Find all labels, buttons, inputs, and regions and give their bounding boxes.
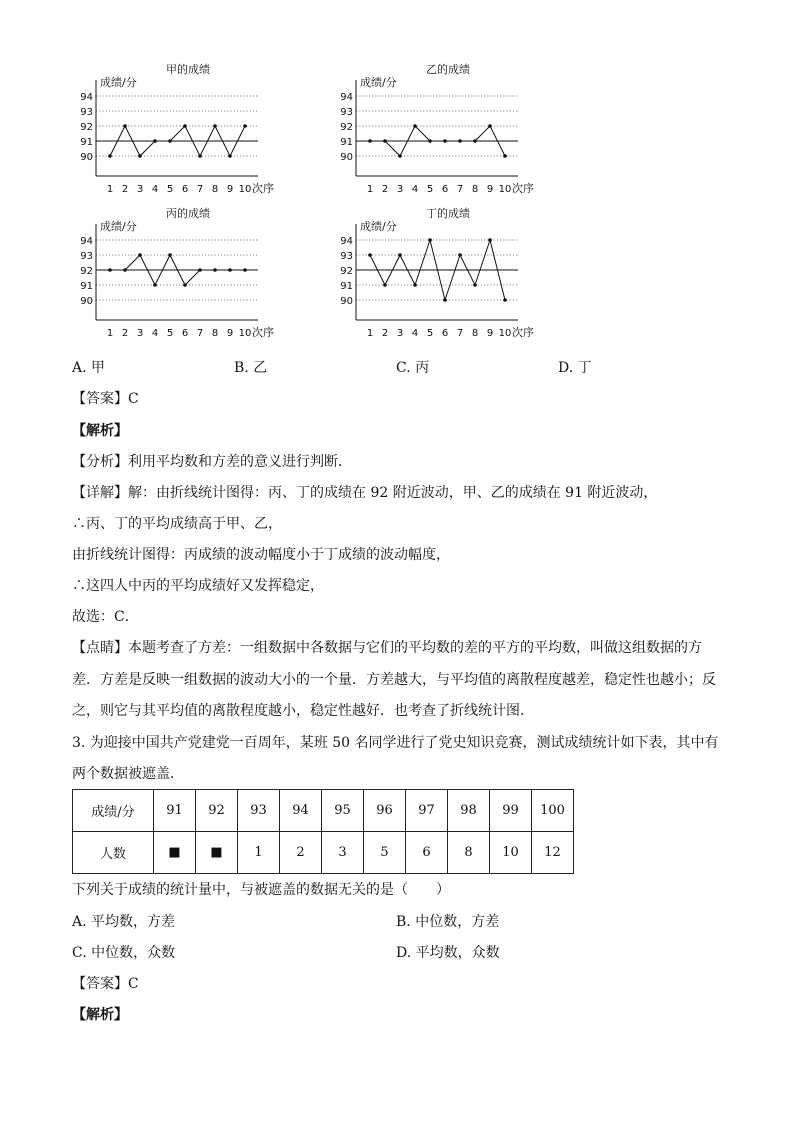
- x-tick-label: 8: [471, 328, 479, 339]
- line-chart: [320, 58, 550, 198]
- count-cell: 2: [280, 832, 322, 874]
- y-tick-label: 94: [80, 236, 93, 247]
- data-point: [458, 253, 462, 257]
- data-point: [108, 154, 112, 158]
- count-cell: 6: [406, 832, 448, 874]
- score-table: [72, 789, 574, 874]
- score-cell: 97: [406, 790, 448, 832]
- data-point: [123, 124, 127, 128]
- data-point: [213, 124, 217, 128]
- score-cell: 100: [532, 790, 574, 832]
- data-point: [138, 253, 142, 257]
- detail-line-5: 故选：C．: [72, 609, 139, 625]
- x-tick-label: 7: [196, 328, 204, 339]
- score-cell: 95: [322, 790, 364, 832]
- y-tick-label: 91: [340, 137, 353, 148]
- comment-line-2: 差．方差是反映一组数据的波动大小的一个量．方差越大，与平均值的离散程度越差，稳定性也越小；反: [72, 672, 716, 688]
- x-tick-label: 7: [456, 184, 464, 195]
- y-tick-label: 92: [340, 266, 353, 277]
- x-tick-label: 8: [471, 184, 479, 195]
- y-tick-label: 93: [340, 251, 353, 262]
- detail-text: 【详解】解：由折线统计图得：丙、丁的成绩在 92 附近波动，甲、乙的成绩在 91 附近波动，: [72, 485, 658, 501]
- x-tick-label: 9: [226, 184, 234, 195]
- data-point: [443, 298, 447, 302]
- x-tick-label: 7: [196, 184, 204, 195]
- count-cell: 10: [490, 832, 532, 874]
- q3-analysis-heading: 【解析】: [72, 1007, 128, 1023]
- data-point: [398, 253, 402, 257]
- x-tick-label: 2: [121, 328, 129, 339]
- q3-option-a: A. 平均数，方差: [72, 914, 176, 930]
- answer-line: 【答案】C: [72, 391, 139, 407]
- x-tick-label: 1: [106, 184, 114, 195]
- y-tick-label: 90: [340, 152, 353, 163]
- data-point: [153, 283, 157, 287]
- data-point: [198, 268, 202, 272]
- data-point: [368, 253, 372, 257]
- y-tick-label: 91: [340, 281, 353, 292]
- data-point: [428, 238, 432, 242]
- q3-stem-line-2: 两个数据被遮盖．: [72, 766, 184, 782]
- data-point: [413, 283, 417, 287]
- chart-title: 乙的成绩: [426, 63, 470, 76]
- y-axis-label: 成绩/分: [360, 220, 397, 233]
- x-tick-label: 4: [411, 184, 419, 195]
- x-tick-label: 5: [166, 184, 174, 195]
- analysis-heading: 【解析】: [72, 423, 128, 439]
- detail-line-2: ∴丙、丁的平均成绩高于甲、乙，: [72, 516, 282, 532]
- option-d: D. 丁: [558, 360, 592, 376]
- score-cell: 94: [280, 790, 322, 832]
- x-tick-label: 2: [121, 184, 129, 195]
- detail-line-4: ∴这四人中丙的平均成绩好又发挥稳定，: [72, 578, 324, 594]
- y-tick-label: 94: [80, 92, 93, 103]
- x-tick-label: 6: [181, 328, 189, 339]
- table-row-label: 人数: [73, 832, 154, 874]
- x-tick-label: 2: [381, 184, 389, 195]
- q3-option-d: D. 平均数，众数: [396, 945, 500, 961]
- y-axis-label: 成绩/分: [100, 220, 137, 233]
- data-point: [168, 139, 172, 143]
- score-cell: 96: [364, 790, 406, 832]
- count-cell: 12: [532, 832, 574, 874]
- x-axis-label: 次序: [512, 326, 534, 339]
- count-cell: 3: [322, 832, 364, 874]
- table-row-label: 成绩/分: [73, 790, 154, 832]
- data-point: [228, 268, 232, 272]
- y-tick-label: 92: [340, 122, 353, 133]
- q3-option-b: B. 中位数，方差: [396, 914, 500, 930]
- count-cell: 8: [448, 832, 490, 874]
- data-point: [138, 154, 142, 158]
- score-cell: 91: [154, 790, 196, 832]
- data-point: [473, 139, 477, 143]
- q3-option-c: C. 中位数，众数: [72, 945, 176, 961]
- x-tick-label: 1: [106, 328, 114, 339]
- x-tick-label: 10: [238, 184, 252, 195]
- data-point: [488, 238, 492, 242]
- data-point: [213, 268, 217, 272]
- y-tick-label: 90: [80, 296, 93, 307]
- data-point: [243, 124, 247, 128]
- y-tick-label: 92: [80, 122, 93, 133]
- data-point: [183, 124, 187, 128]
- y-tick-label: 91: [80, 137, 93, 148]
- data-point: [383, 139, 387, 143]
- y-tick-label: 90: [340, 296, 353, 307]
- x-tick-label: 5: [426, 184, 434, 195]
- y-tick-label: 94: [340, 92, 353, 103]
- chart-title: 丙的成绩: [166, 207, 210, 220]
- x-tick-label: 6: [441, 328, 449, 339]
- data-point: [153, 139, 157, 143]
- count-cell: ■: [196, 832, 238, 874]
- x-axis-label: 次序: [252, 326, 274, 339]
- x-tick-label: 4: [151, 184, 159, 195]
- q3-question: 下列关于成绩的统计量中，与被遮盖的数据无关的是（ ）: [72, 882, 450, 898]
- data-point: [488, 124, 492, 128]
- option-a: A. 甲: [72, 360, 106, 376]
- data-point: [473, 283, 477, 287]
- y-tick-label: 92: [80, 266, 93, 277]
- score-cell: 92: [196, 790, 238, 832]
- y-tick-label: 93: [340, 107, 353, 118]
- y-tick-label: 93: [80, 107, 93, 118]
- chart-title: 丁的成绩: [426, 207, 470, 220]
- data-point: [443, 139, 447, 143]
- data-point: [368, 139, 372, 143]
- x-tick-label: 9: [486, 328, 494, 339]
- x-tick-label: 9: [486, 184, 494, 195]
- score-cell: 99: [490, 790, 532, 832]
- chart-title: 甲的成绩: [166, 63, 210, 76]
- data-point: [383, 283, 387, 287]
- x-tick-label: 9: [226, 328, 234, 339]
- chart-yi: [320, 58, 550, 198]
- y-axis-label: 成绩/分: [360, 76, 397, 89]
- x-tick-label: 10: [498, 328, 512, 339]
- detail-line-3: 由折线统计图得：丙成绩的波动幅度小于丁成绩的波动幅度，: [72, 547, 450, 563]
- x-axis-label: 次序: [512, 182, 534, 195]
- option-c: C. 丙: [396, 360, 430, 376]
- x-tick-label: 10: [498, 184, 512, 195]
- q3-stem-line-1: 3. 为迎接中国共产党建党一百周年，某班 50 名同学进行了党史知识竞赛，测试成绩统计如下表，其中有: [72, 735, 719, 751]
- line-chart: [60, 58, 290, 198]
- data-point: [503, 154, 507, 158]
- x-tick-label: 5: [166, 328, 174, 339]
- data-point: [228, 154, 232, 158]
- x-tick-label: 6: [441, 184, 449, 195]
- x-tick-label: 6: [181, 184, 189, 195]
- x-tick-label: 8: [211, 184, 219, 195]
- x-tick-label: 3: [396, 328, 404, 339]
- x-tick-label: 7: [456, 328, 464, 339]
- x-tick-label: 4: [151, 328, 159, 339]
- line-chart: [60, 202, 290, 342]
- x-tick-label: 3: [136, 184, 144, 195]
- y-tick-label: 91: [80, 281, 93, 292]
- data-point: [413, 124, 417, 128]
- data-point: [398, 154, 402, 158]
- data-point: [458, 139, 462, 143]
- chart-bing: [60, 202, 290, 342]
- y-tick-label: 94: [340, 236, 353, 247]
- data-point: [428, 139, 432, 143]
- comment-line-1: 【点睛】本题考查了方差：一组数据中各数据与它们的平均数的差的平方的平均数，叫做这组数据的方: [72, 640, 702, 656]
- count-cell: 5: [364, 832, 406, 874]
- line-chart: [320, 202, 550, 342]
- count-cell: 1: [238, 832, 280, 874]
- q3-answer-line: 【答案】C: [72, 976, 139, 992]
- chart-jia: [60, 58, 290, 198]
- data-point: [123, 268, 127, 272]
- x-tick-label: 3: [136, 328, 144, 339]
- data-point: [108, 268, 112, 272]
- data-point: [243, 268, 247, 272]
- data-point: [168, 253, 172, 257]
- score-cell: 98: [448, 790, 490, 832]
- table-row: [73, 832, 574, 874]
- option-b: B. 乙: [234, 360, 268, 376]
- y-tick-label: 93: [80, 251, 93, 262]
- chart-ding: [320, 202, 550, 342]
- x-tick-label: 1: [366, 184, 374, 195]
- analysis-text: 【分析】利用平均数和方差的意义进行判断．: [72, 454, 352, 470]
- x-tick-label: 8: [211, 328, 219, 339]
- x-tick-label: 10: [238, 328, 252, 339]
- data-point: [183, 283, 187, 287]
- data-point: [503, 298, 507, 302]
- data-point: [198, 154, 202, 158]
- y-tick-label: 90: [80, 152, 93, 163]
- table-row: [73, 790, 574, 832]
- x-tick-label: 2: [381, 328, 389, 339]
- score-cell: 93: [238, 790, 280, 832]
- x-tick-label: 1: [366, 328, 374, 339]
- comment-line-3: 之，则它与其平均值的离散程度越小，稳定性越好．也考查了折线统计图．: [72, 703, 534, 719]
- x-tick-label: 4: [411, 328, 419, 339]
- count-cell: ■: [154, 832, 196, 874]
- x-axis-label: 次序: [252, 182, 274, 195]
- y-axis-label: 成绩/分: [100, 76, 137, 89]
- x-tick-label: 5: [426, 328, 434, 339]
- x-tick-label: 3: [396, 184, 404, 195]
